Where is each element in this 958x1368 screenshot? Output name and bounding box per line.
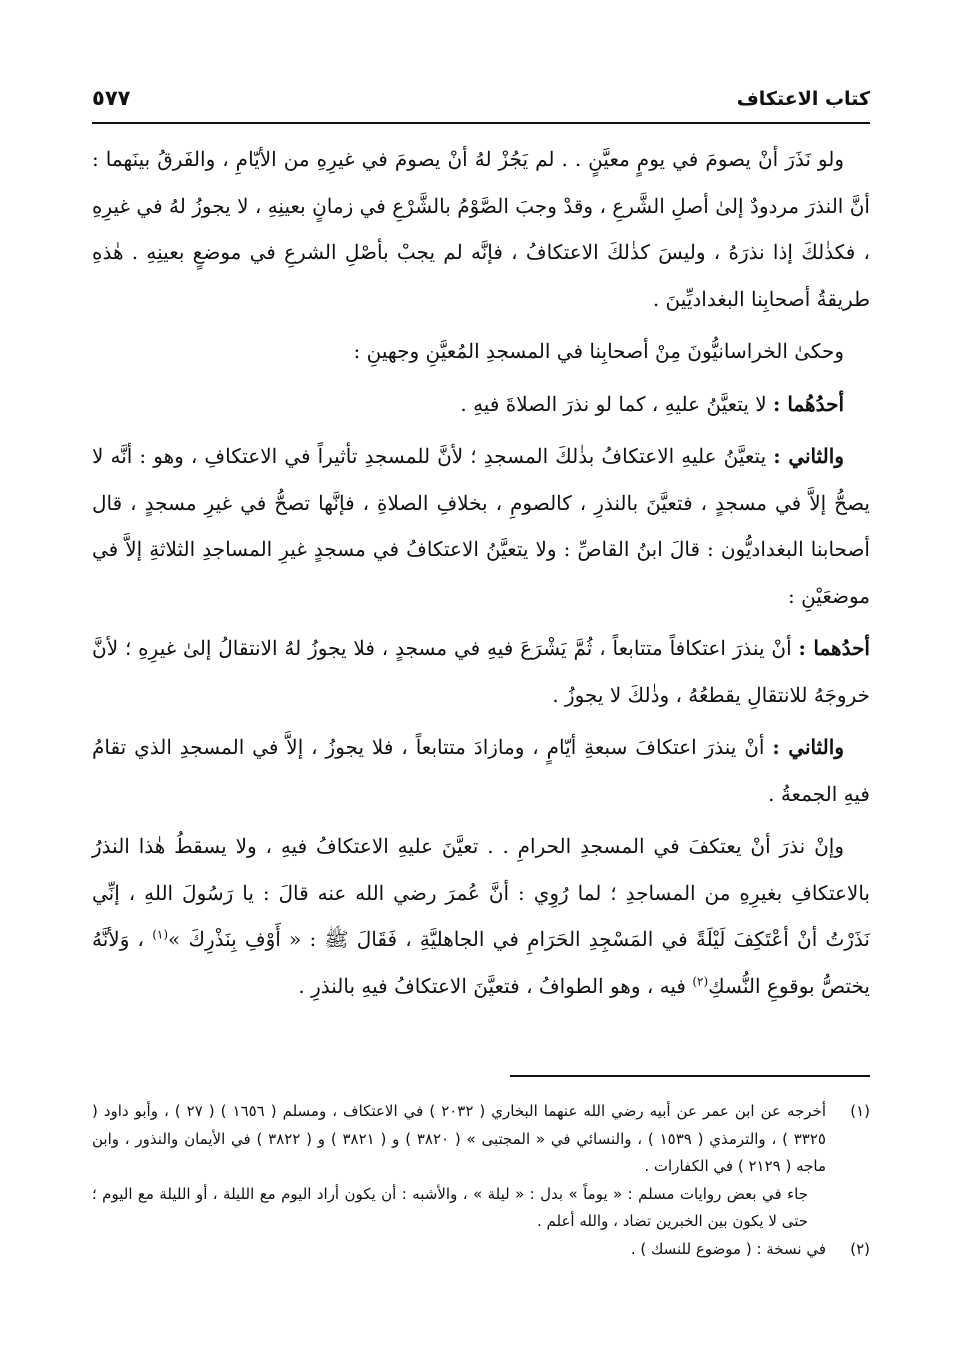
footnote xyxy=(92,1236,870,1264)
main-text xyxy=(92,136,870,1015)
paragraph-lead: أحدُهما : xyxy=(798,636,870,660)
paragraph xyxy=(92,381,870,428)
paragraph-text: ، وَلأنَّهُ يختصُّ بوقوعِ النُّسكِ xyxy=(92,927,870,998)
paragraph-lead: والثاني : xyxy=(773,444,844,468)
paragraph xyxy=(92,823,870,1009)
paragraph xyxy=(92,625,870,718)
footnote-number: (١) xyxy=(850,1102,870,1120)
paragraph xyxy=(92,433,870,619)
paragraph-text: ولو نَذَرَ أنْ يصومَ في يومٍ معيَّنٍ . . لم يَجُزْ لهُ أنْ يصومَ في غيرِهِ من الأيّامِ ، والفَرقُ بينَهما : أنَّ النذرَ مردودٌ إلىٰ أصلِ الشَّرعِ ، وقدْ وجبَ الصَّوْمُ بالشَّرْعِ في زمانٍ بعينِهِ ، لا يجوزُ لهُ في غيرِهِ ، فكذٰلكَ إذا نذرَهُ ، وليسَ كذٰلكَ الاعتكافُ ، فإنَّه لم يجبْ بأصْلِ الشرعِ في موضعٍ بعينِهِ . هٰذهِ طريقةُ أصحابِنا البغداديِّينَ . xyxy=(92,147,870,311)
footnote xyxy=(92,1098,870,1236)
footnote-note: جاء في بعض روايات مسلم : « يوماً » بدل : « ليلة » ، والأشبه : أن يكون أراد اليوم مع الليلة ، أو الليلة مع اليوم ؛ حتى لا يكون بين الخبرين تضاد ، والله أعلم . xyxy=(92,1184,808,1230)
footnote-ref[interactable]: (١) xyxy=(152,927,169,942)
paragraph-lead: أحدُهُما : xyxy=(773,391,844,416)
paragraph-text: يتعيَّنُ عليهِ الاعتكافُ بذٰلكَ المسجدِ ؛ لأنَّ للمسجدِ تأثيراً في الاعتكافِ ، وهو : أنَّه لا يصحُّ إلاَّ في مسجدٍ ، فتعيَّنَ بالنذرِ ، كالصومِ ، بخلافِ الصلاةِ ، فإنَّها تصحُّ في غيرِ مسجدٍ ، قال أصحابنا البغداديُّون : قالَ ابنُ القاصِّ : ولا يتعيَّنُ الاعتكافُ في مسجدٍ غيرِ المساجدِ الثلاثةِ إلاَّ في موضعَيْنِ : xyxy=(92,444,870,608)
paragraph xyxy=(92,328,870,375)
paragraph xyxy=(92,724,870,817)
paragraph-text: وحكىٰ الخراسانيُّونَ مِنْ أصحابِنا في المسجدِ المُعيَّنِ وجهينِ : xyxy=(353,339,844,363)
paragraph xyxy=(92,136,870,322)
paragraph-text: وإنْ نذرَ أنْ يعتكفَ في المسجدِ الحرامِ . . تعيَّنَ عليهِ الاعتكافُ فيهِ ، ولا يسقطُ هٰذا النذرُ بالاعتكافِ بغيرِهِ من المساجدِ ؛ لما رُوِي : أنَّ عُمرَ رضي الله عنه قالَ : يا رَسُولَ اللهِ ، إنِّي نَذَرْتُ أنْ أعْتَكِفَ لَيْلَةً في المَسْجِدِ الحَرَامِ في الجاهليَّةِ ، فَقَالَ ﷺ : « أَوْفِ بِنَذْرِكَ » xyxy=(92,834,870,951)
footnotes xyxy=(92,1098,870,1263)
footnote-divider xyxy=(510,1075,870,1077)
footnote-text: في نسخة : ( موضوع للنسك ) . xyxy=(630,1239,826,1258)
page-number: ٥٧٧ xyxy=(92,86,131,110)
footnote-body: أخرجه عن ابن عمر عن أبيه رضي الله عنهما البخاري ( ٢٠٣٢ ) في الاعتكاف ، ومسلم ( ١٦٥٦ ) ( ٢٧ ) ، وأبو داود ( ٣٣٢٥ ) ، والترمذي ( ١٥٣٩ ) ، والنسائي في « المجتبى » ( ٣٨٢٠ ) و ( ٣٨٢١ ) و ( ٣٨٢٢ ) في الأيمان والنذور ، وابن ماجه ( ٢١٢٩ ) في الكفارات . xyxy=(92,1102,826,1175)
footnote-text xyxy=(92,1098,826,1236)
page-header xyxy=(92,82,870,124)
running-title: كتاب الاعتكاف xyxy=(736,88,870,110)
paragraph-text: أنْ ينذرَ اعتكافَ سبعةِ أيّامٍ ، ومازادَ متتابعاً ، فلا يجوزُ ، إلاَّ في المسجدِ الذي تقامُ فيهِ الجمعةُ . xyxy=(92,735,870,806)
paragraph-text: أنْ ينذرَ اعتكافاً متتابعاً ، ثُمَّ يَشْرَعَ فيهِ في مسجدٍ ، فلا يجوزُ لهُ الانتقالُ إلىٰ غيرِهِ ؛ لأنَّ خروجَهُ للانتقالِ يقطعُهُ ، وذٰلكَ لا يجوزُ . xyxy=(92,636,870,707)
paragraph-text: لا يتعيَّنُ عليهِ ، كما لو نذرَ الصلاةَ فيهِ . xyxy=(460,391,774,416)
footnote-number: (٢) xyxy=(850,1239,870,1258)
footnote-ref[interactable]: (٢) xyxy=(692,973,709,988)
paragraph-text: فيه ، وهو الطوافُ ، فتعيَّنَ الاعتكافُ فيهِ بالنذرِ . xyxy=(298,973,693,998)
paragraph-lead: والثاني : xyxy=(772,735,844,759)
